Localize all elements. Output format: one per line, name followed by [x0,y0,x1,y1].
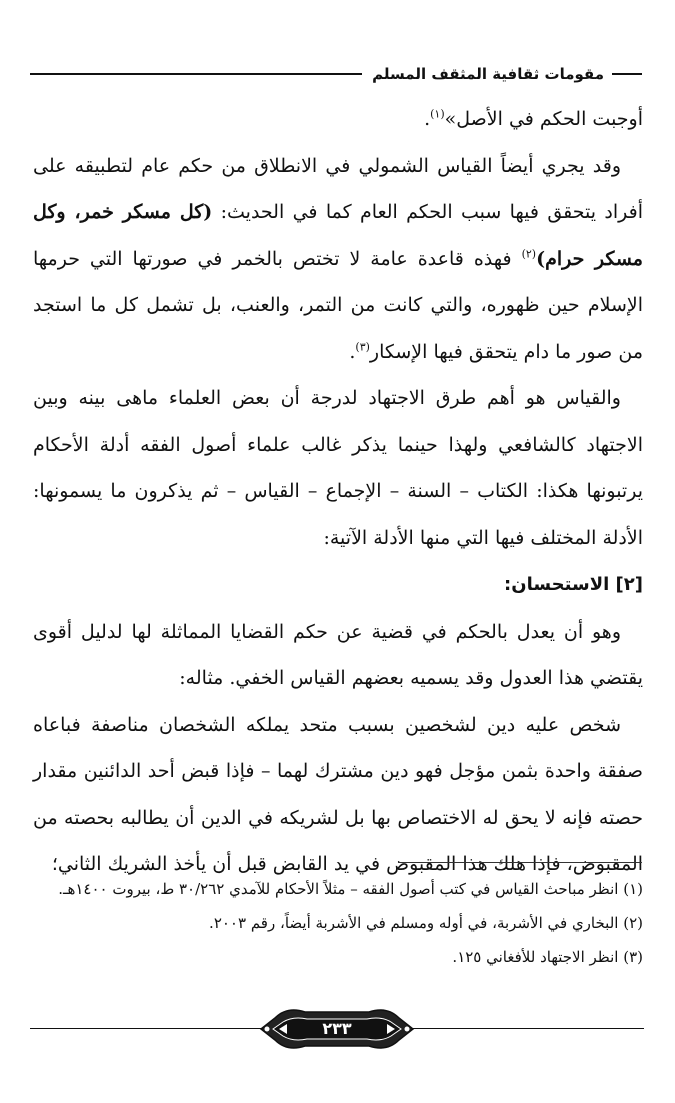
section-heading [33,561,643,609]
folio-rule-right [412,1028,644,1029]
footnote-1: (١) انظر مباحث القياس في كتب أصول الفقه – مثلاً الأحكام للآمدي ٣٠/٢٦٢ ط، بيروت ١٤٠٠هـ. [58,880,643,898]
footnote-ref-1: (١) [430,107,445,121]
paragraph-1 [33,96,643,143]
paragraph-3: والقياس هو أهم طرق الاجتهاد لدرجة أن بعض العلماء ماهى بينه وبين الاجتهاد كالشافعي ولهذا حينما يذكر غالب علماء أصول الفقه أدلة الأحكام يرتبونها هكذا: الكتاب – السنة – الإجماع – القياس – ثم يذكرون ما يسمونها: الأدلة المختلف فيها التي منها الأدلة الآتية: [33,387,643,549]
footnote-ref-2: (٢) [521,247,537,261]
footnote-3: (٣) انظر الاجتهاد للأفغاني ١٢٥. [452,948,643,966]
section-heading-text: [٢] الاستحسان: [504,574,643,595]
hadith-quote: (كل مسكر خمر، وكل مسكر حرام) [33,201,643,270]
footnote-separator [398,862,642,863]
paragraph-2-text-a: وقد يجري أيضاً القياس الشمولي في الانطلاق من حكم عام لتطبيقه على أفراد يتحقق فيها سبب الحكم العام كما في الحديث: [33,154,643,223]
paragraph-2 [33,143,643,376]
body-text [33,96,643,888]
footnotes [33,872,643,974]
page-number-ornament [30,1000,644,1060]
paragraph-5: شخص عليه دين لشخصين بسبب متحد يملكه الشخصان مناصفة فباعاه صفقة واحدة بثمن مؤجل فهو دين مشترك لهما – فإذا قبض أحد الدائنين مقدار حصته فإنه لا يحق له الاختصاص بها بل لشريكه في الدين أن يطالبه بحصته من المقبوض، فإذا هلك هذا المقبوض في يد القابض قبل أن يأخذ الشريك الثاني؛ [33,713,643,875]
paragraph-4: وهو أن يعدل بالحكم في قضية عن حكم القضايا المماثلة لها لدليل أقوى يقتضي هذا العدول وقد يسميه بعضهم القياس الخفي. مثاله: [33,620,643,689]
footnote-ref-3: (٣) [355,340,370,354]
folio-rule-left [30,1028,262,1029]
header-rule-short [612,73,642,75]
running-header [30,62,642,86]
running-header-title: مقومات ثقافية المثقف المسلم [372,65,604,83]
footnote-2: (٢) البخاري في الأشربة، في أوله ومسلم في الأشربة أيضاً، رقم ٢٠٠٣. [209,914,643,932]
paragraph-1-text: أوجبت الحكم في الأصل» [444,108,643,130]
paragraph-2-text-b: فهذه قاعدة عامة لا تختص بالخمر في صورتها التي حرمها الإسلام حين ظهوره، والتي كانت من التمر، والعنب، بل تشمل كل ما استجد من صور ما دام يتحقق فيها الإسكار [33,247,643,363]
paragraph-2-end: . [349,340,356,363]
paragraph-1-end: . [424,108,431,130]
page-number: ٢٣٣ [322,1019,352,1038]
header-rule-long [30,73,362,75]
